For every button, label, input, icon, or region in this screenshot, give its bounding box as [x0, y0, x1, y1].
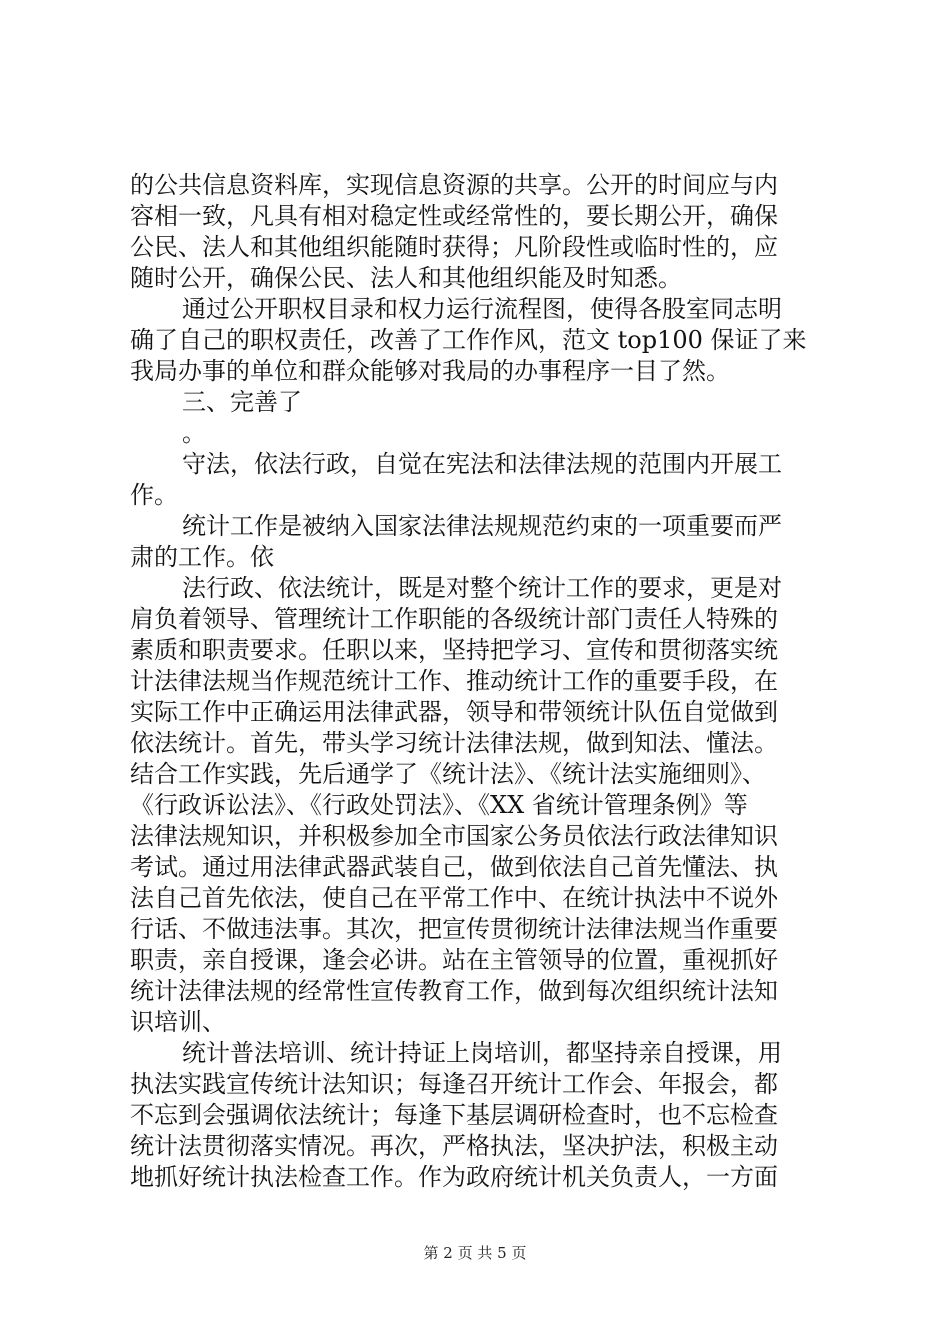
text-line: 公民、法人和其他组织能随时获得；凡阶段性或临时性的，应 [130, 233, 778, 261]
text-line: 法律法规知识，并积极参加全市国家公务员依法行政法律知识 [130, 822, 778, 850]
text-line: 统计法贯彻落实情况。再次，严格执法，坚决护法，积极主动 [130, 1132, 778, 1160]
page-number-footer: 第 2 页 共 5 页 [423, 1244, 527, 1262]
text-line: 。 [182, 419, 206, 447]
body-text [130, 170, 830, 1193]
text-line: 的公共信息资料库，实现信息资源的共享。公开的时间应与内 [130, 171, 778, 199]
text-line: 考试。通过用法律武器武装自己，做到依法自己首先懂法、执 [130, 853, 778, 881]
text-line: 法行政、依法统计，既是对整个统计工作的要求，更是对 [182, 574, 782, 602]
text-line: 实际工作中正确运用法律武器，领导和带领统计队伍自觉做到 [130, 698, 778, 726]
text-line: 我局办事的单位和群众能够对我局的办事程序一目了然。 [130, 357, 730, 385]
text-line: 依法统计。首先，带头学习统计法律法规，做到知法、懂法。 [130, 729, 778, 757]
text-line: 作。 [130, 481, 178, 509]
text-line: 肩负着领导、管理统计工作职能的各级统计部门责任人特殊的 [130, 605, 778, 633]
text-line: 统计普法培训、统计持证上岗培训，都坚持亲自授课，用 [182, 1039, 782, 1067]
section-heading: 三、完善了 [182, 388, 302, 416]
text-line: 地抓好统计执法检查工作。作为政府统计机关负责人，一方面 [130, 1163, 778, 1191]
text-line: 职责，亲自授课，逢会必讲。站在主管领导的位置，重视抓好 [130, 946, 778, 974]
text-line: 法自己首先依法，使自己在平常工作中、在统计执法中不说外 [130, 884, 778, 912]
text-line: 执法实践宣传统计法知识；每逢召开统计工作会、年报会，都 [130, 1070, 778, 1098]
text-line: 肃的工作。依 [130, 543, 274, 571]
text-line: 通过公开职权目录和权力运行流程图，使得各股室同志明 [182, 295, 782, 323]
text-line: 不忘到会强调依法统计；每逢下基层调研检查时，也不忘检查 [130, 1101, 778, 1129]
text-line: 统计法律法规的经常性宣传教育工作，做到每次组织统计法知 [130, 977, 778, 1005]
text-line: 结合工作实践，先后通学了《统计法》、《统计法实施细则》、 [130, 760, 766, 788]
text-line: 随时公开，确保公民、法人和其他组织能及时知悉。 [130, 264, 682, 292]
text-line: 《行政诉讼法》、《行政处罚法》、《XX 省统计管理条例》等 [130, 791, 748, 819]
text-line: 计法律法规当作规范统计工作、推动统计工作的重要手段，在 [130, 667, 778, 695]
text-line: 素质和职责要求。任职以来，坚持把学习、宣传和贯彻落实统 [130, 636, 778, 664]
text-line: 确了自己的职权责任，改善了工作作风，范文 top100 保证了来 [130, 326, 807, 354]
text-line: 守法，依法行政，自觉在宪法和法律法规的范围内开展工 [182, 450, 782, 478]
text-line: 统计工作是被纳入国家法律法规规范约束的一项重要而严 [182, 512, 782, 540]
text-line: 识培训、 [130, 1008, 226, 1036]
text-line: 行话、不做违法事。其次，把宣传贯彻统计法律法规当作重要 [130, 915, 778, 943]
text-line: 容相一致，凡具有相对稳定性或经常性的，要长期公开，确保 [130, 202, 778, 230]
